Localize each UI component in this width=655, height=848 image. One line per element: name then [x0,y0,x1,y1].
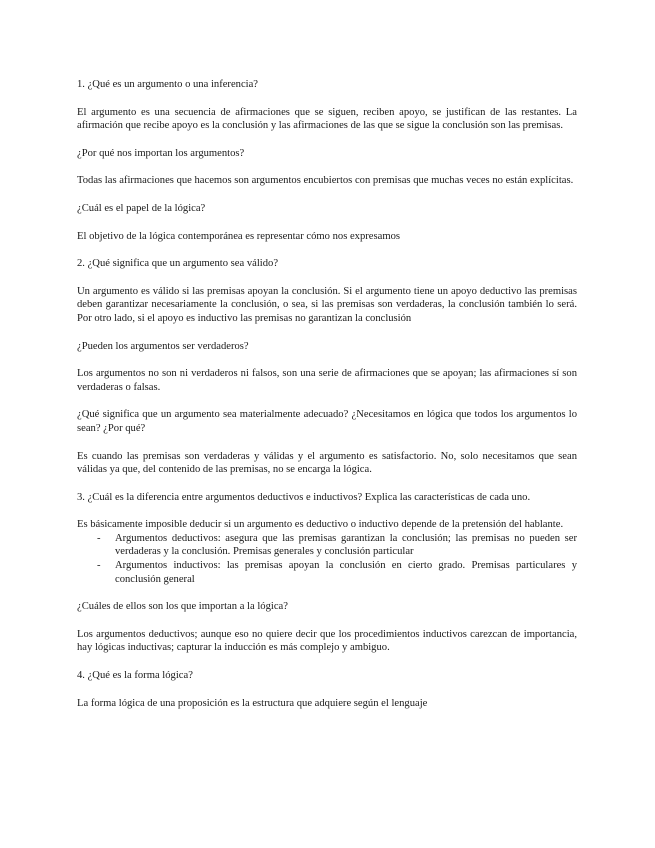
question-2: 2. ¿Qué significa que un argumento sea válido? [77,258,279,270]
answer-why-arguments: Todas las afirmaciones que hacemos son argumentos encubiertos con premisas que muchas veces no están explícitas. [77,175,574,187]
list-item [77,532,577,559]
question-1: 1. ¿Qué es un argumento o una inferencia? [77,79,259,90]
list-dash: - [97,532,101,544]
list-item-text: Argumentos deductivos: asegura que las premisas garantizan la conclusión; las premisas no pueden ser verdaderas y la conclusión. Premisas generales y conclusión particular [115,532,577,558]
answer-1: El argumento es una secuencia de afirmaciones que se siguen, reciben apoyo, se justifican de las restantes. La afirmación que recibe apoyo es la conclusión y las afirmaciones de las que se sigue la conclusión son las premisas. [77,106,577,132]
answer-4: La forma lógica de una proposición es la estructura que adquiere según el lenguaje [77,697,428,709]
answer-role-logic: El objetivo de la lógica contemporánea es representar cómo nos expresamos [77,230,400,242]
question-role-logic: ¿Cuál es el papel de la lógica? [77,202,206,214]
answer-2: Un argumento es válido si las premisas apoyan la conclusión. Si el argumento tiene un apoyo deductivo las premisas deben garantizar necesariamente la conclusión, o sea, si las premisas son verdaderas, la conclusión también lo será. Por otro lado, si el apoyo es inductivo las premisas no garantizan la conclusión [77,285,577,324]
question-why-arguments: ¿Por qué nos importan los argumentos? [77,147,245,159]
question-materially-adequate: ¿Qué significa que un argumento sea materialmente adecuado? ¿Necesitamos en lógica que todos los argumentos lo sean? ¿Por qué? [77,409,577,434]
answer-3-intro: Es básicamente imposible deducir si un argumento es deductivo o inductivo depende de la pretensión del hablante. [77,519,564,531]
document-page [77,78,577,724]
answer-which-matter: Los argumentos deductivos; aunque eso no quiere decir que los procedimientos inductivos carezcan de importancia, hay lógicas inductivas; capturar la inducción es más complejo y ambiguo. [77,628,577,654]
argument-types-list [77,532,577,586]
answer-true-arguments: Los argumentos no son ni verdaderos ni falsos, son una serie de afirmaciones que se apoyan; las afirmaciones sí son verdaderas o falsas. [77,368,577,393]
list-item-text: Argumentos inductivos: las premisas apoyan la conclusión en cierto grado. Premisas particulares y conclusión general [115,560,577,585]
list-item [77,559,577,586]
question-true-arguments: ¿Pueden los argumentos ser verdaderos? [77,340,249,352]
answer-materially-adequate: Es cuando las premisas son verdaderas y válidas y el argumento es satisfactorio. No, solo necesitamos que sean válidas ya que, del contenido de las premisas, no se encarga la lógica. [77,450,577,476]
list-dash: - [97,560,101,572]
question-3: 3. ¿Cuál es la diferencia entre argumentos deductivos e inductivos? Explica las características de cada uno. [77,491,531,503]
question-4: 4. ¿Qué es la forma lógica? [77,670,193,682]
question-which-matter: ¿Cuáles de ellos son los que importan a la lógica? [77,601,288,613]
